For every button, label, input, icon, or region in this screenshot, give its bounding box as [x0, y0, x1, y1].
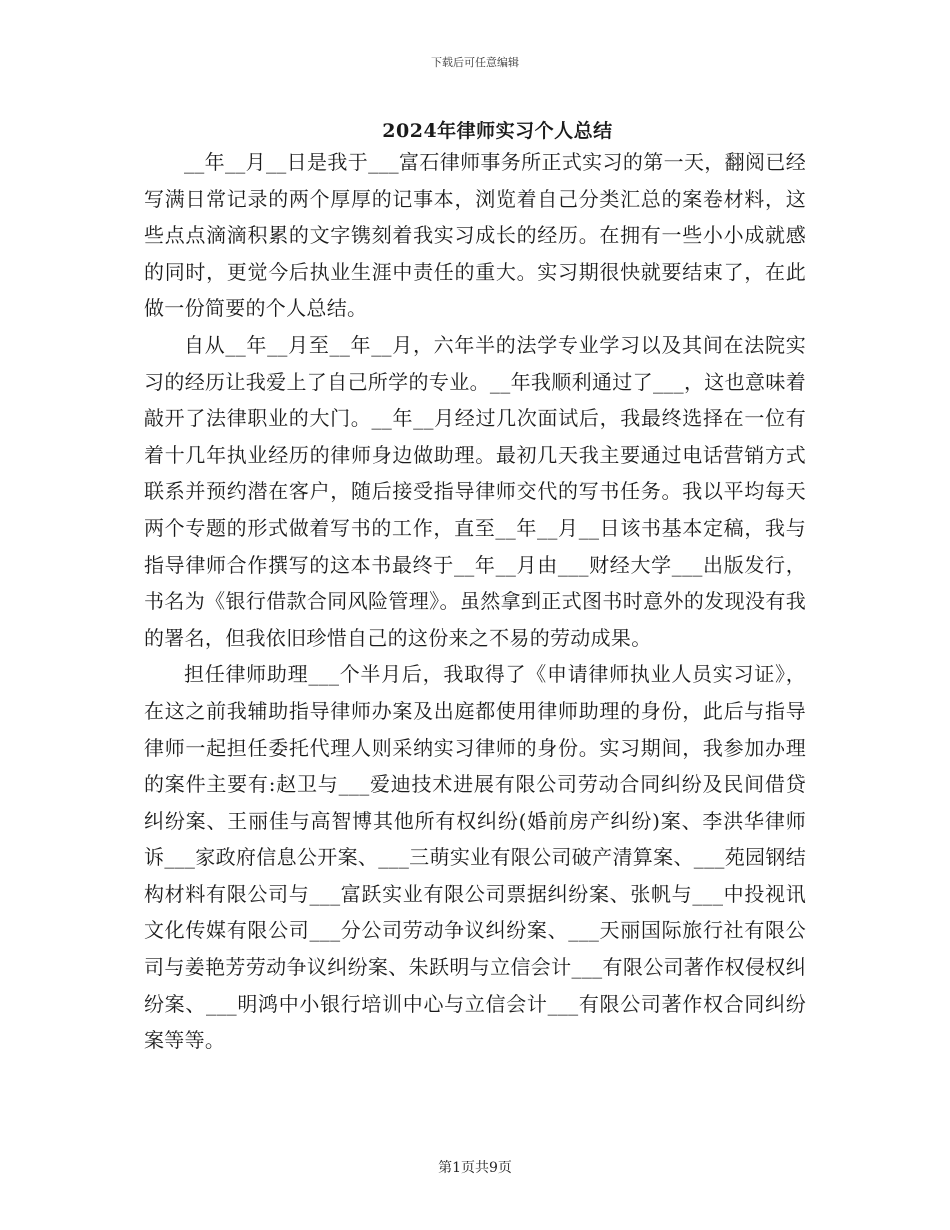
document-body [144, 144, 806, 1059]
document-title: 2024年律师实习个人总结 [382, 120, 613, 142]
paragraph-2: 自从__年__月至__年__月，六年半的法学专业学习以及其间在法院实习的经历让我爱上了自己所学的专业。__年我顺利通过了___，这也意味着敲开了法律职业的大门。__年__月经过几次面试后，我最终选择在一位有着十几年执业经历的律师身边做助理。最初几天我主要通过电话营销方式联系并预约潜在客户，随后接受指导律师交代的写书任务。我以平均每天两个专题的形式做着写书的工作，直至__年__月__日该书基本定稿，我与指导律师合作撰写的这本书最终于__年__月由___财经大学___出版发行，书名为《银行借款合同风险管理》。虽然拿到正式图书时意外的发现没有我的署名，但我依旧珍惜自己的这份来之不易的劳动成果。 [144, 332, 806, 650]
header-note: 下载后可任意编辑 [431, 56, 519, 69]
paragraph-1: __年__月__日是我于___富石律师事务所正式实习的第一天，翻阅已经写满日常记录的两个厚厚的记事本，浏览着自己分类汇总的案卷材料，这些点点滴滴积累的文字镌刻着我实习成长的经历。在拥有一些小小成就感的同时，更觉今后执业生涯中责任的重大。实习期很快就要结束了，在此做一份简要的个人总结。 [144, 150, 806, 321]
page-number: 第1页共9页 [438, 1160, 512, 1176]
paragraph-3: 担任律师助理___个半月后，我取得了《申请律师执业人员实习证》，在这之前我辅助指导律师办案及出庭都使用律师助理的身份，此后与指导律师一起担任委托代理人则采纳实习律师的身份。实习期间，我参加办理的案件主要有:赵卫与___爱迪技术进展有限公司劳动合同纠纷及民间借贷纠纷案、王丽佳与高智博其他所有权纠纷(婚前房产纠纷)案、李洪华律师诉___家政府信息公开案、___三萌实业有限公司破产清算案、___苑园钢结构材料有限公司与___富跃实业有限公司票据纠纷案、张帆与___中投视讯文化传媒有限公司___分公司劳动争议纠纷案、___天丽国际旅行社有限公司与姜艳芳劳动争议纠纷案、朱跃明与立信会计___有限公司著作权侵权纠纷案、___明鸿中小银行培训中心与立信会计___有限公司著作权合同纠纷案等等。 [144, 662, 806, 1053]
